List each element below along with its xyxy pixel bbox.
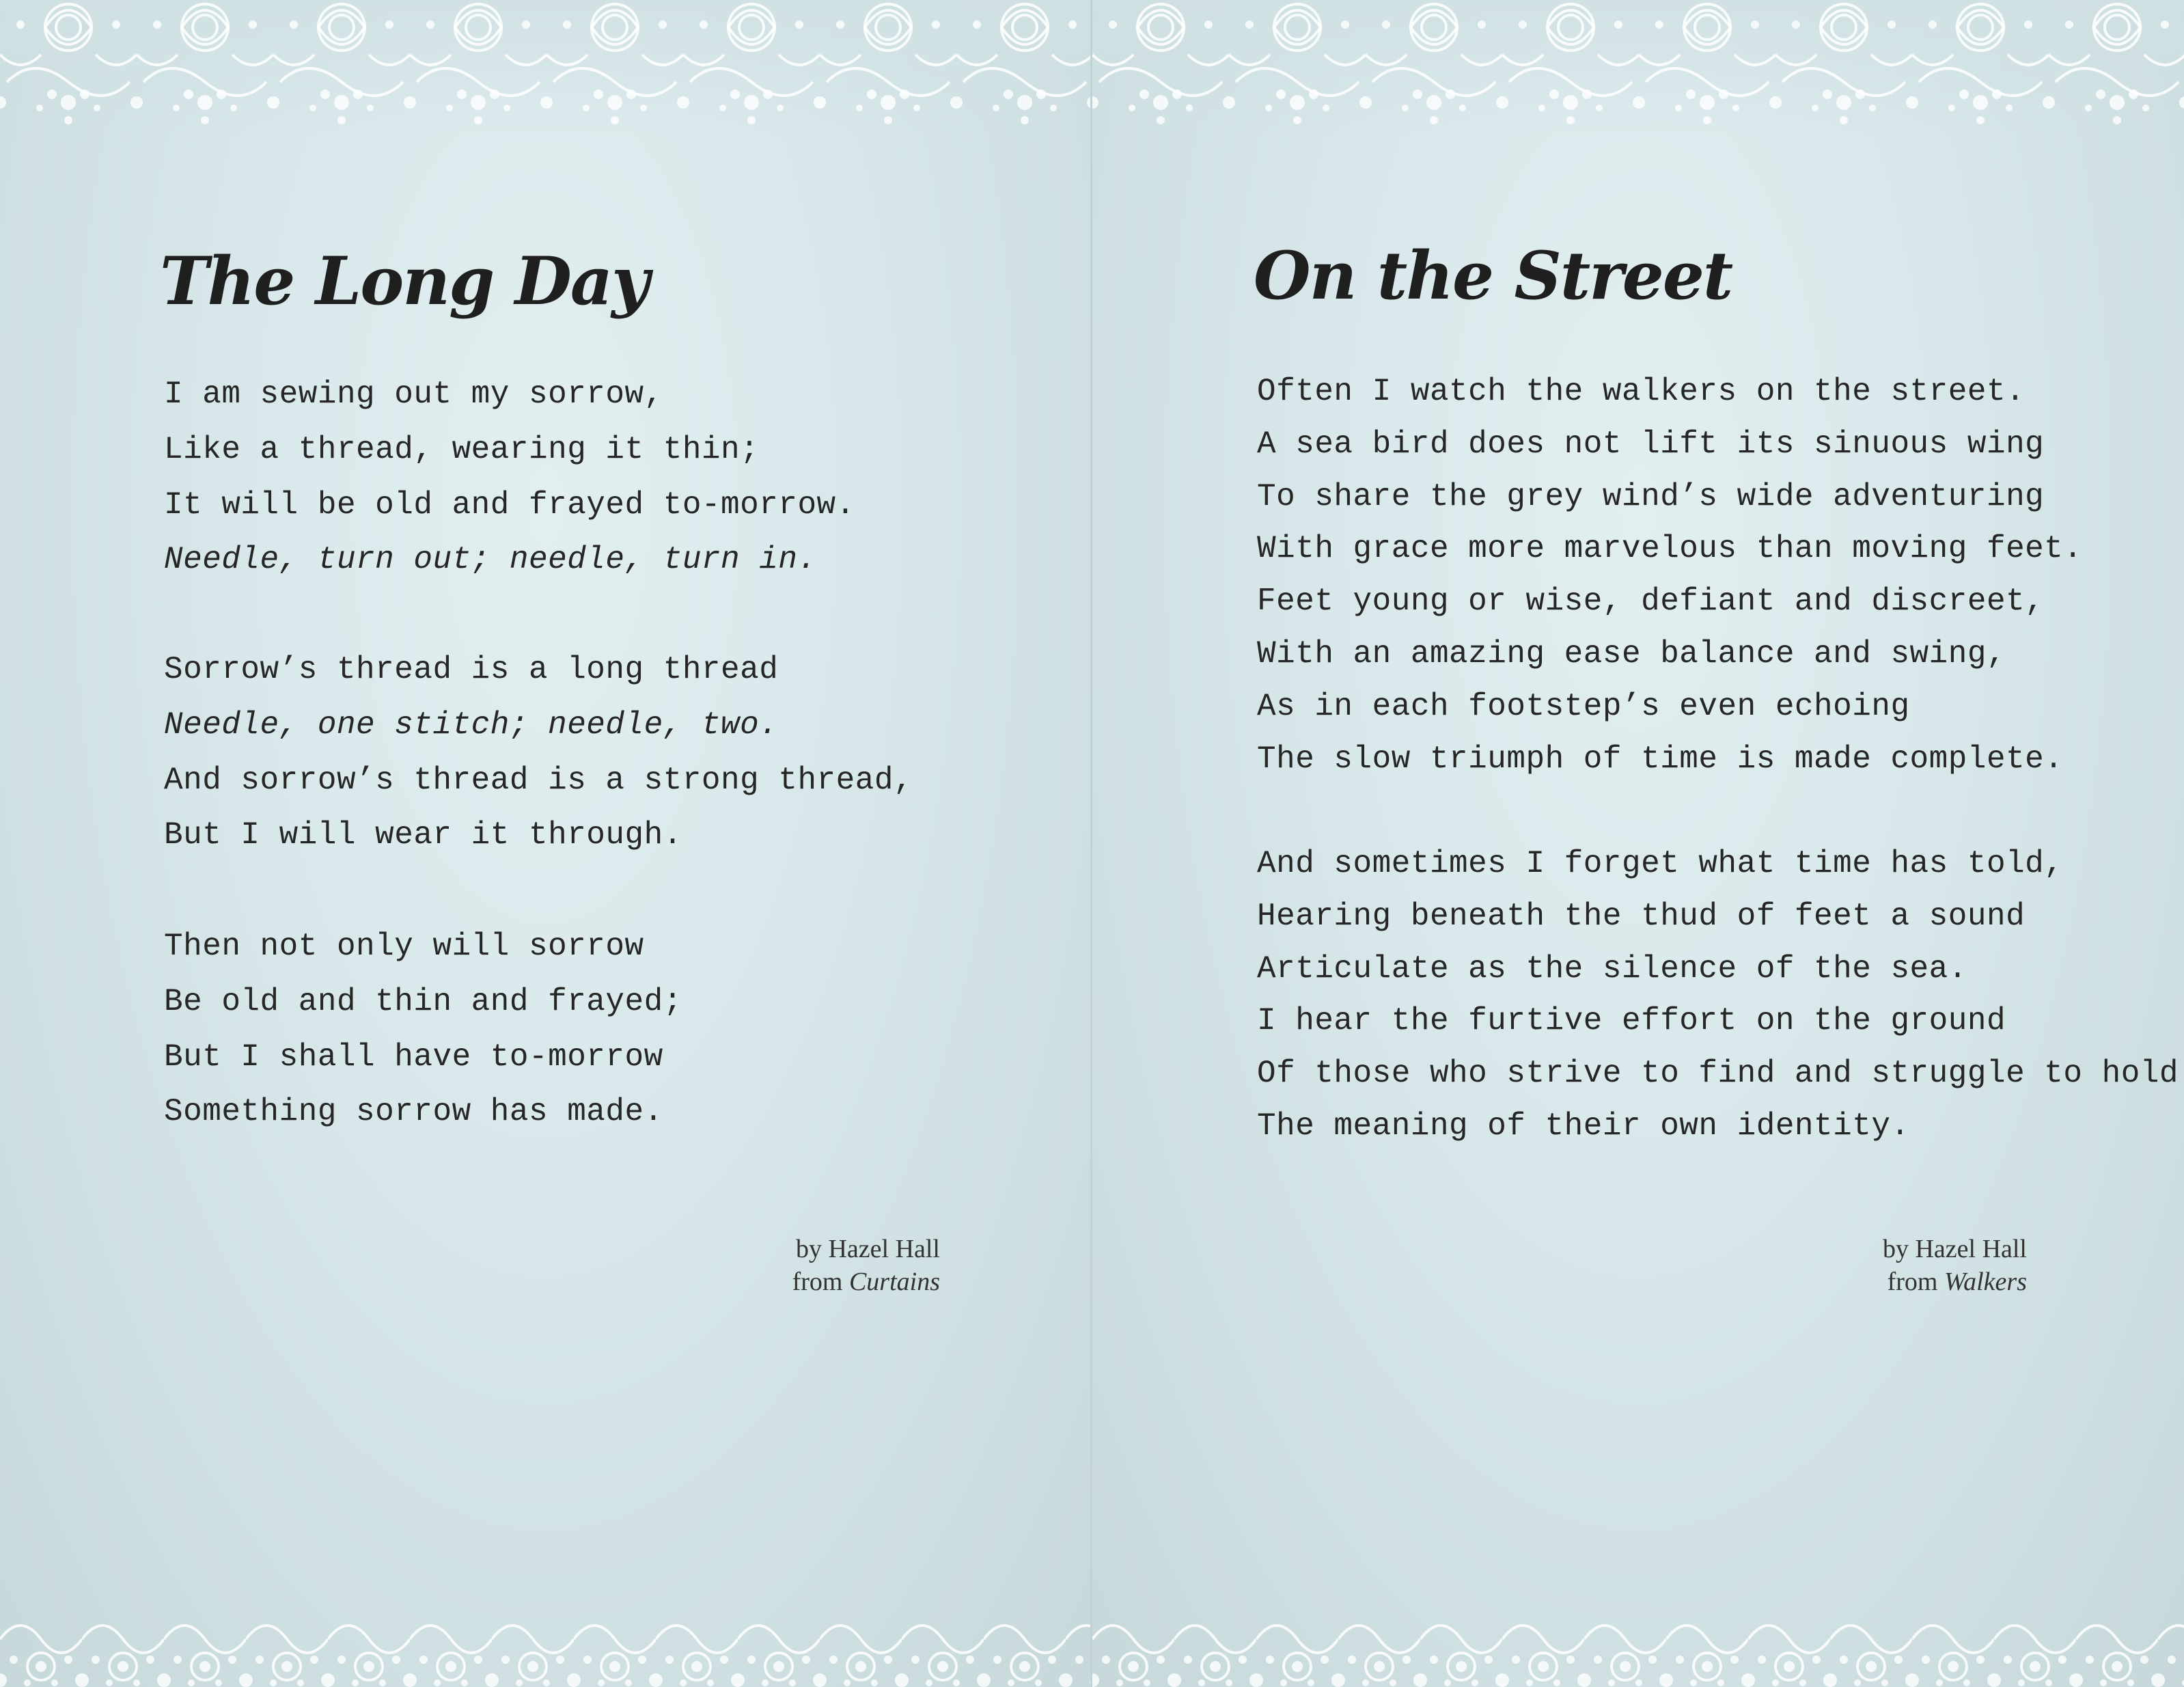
poem-line: Like a thread, wearing it thin;: [164, 431, 760, 467]
stanza-3: [164, 919, 682, 1140]
poem-line: Sorrow’s thread is a long thread: [164, 652, 779, 687]
poem-line: The slow triumph of time is made complete.: [1257, 741, 2064, 777]
poem-line: Something sorrow has made.: [164, 1094, 663, 1130]
poem-line: Hearing beneath the thud of feet a sound: [1257, 898, 2026, 934]
poem-line: Feet young or wise, defiant and discreet,: [1257, 584, 2045, 620]
stanza-2: [1257, 838, 2179, 1153]
poem-line: To share the grey wind’s wide adventuring: [1257, 478, 2045, 515]
lace-border-top-icon: [1092, 0, 2184, 137]
lace-border-top-icon: [0, 0, 1092, 137]
stanza-1: [1257, 366, 2083, 785]
poem-line: But I will wear it through.: [164, 817, 682, 853]
poem-line: Often I watch the walkers on the street.: [1257, 374, 2026, 409]
poem-line: I am sewing out my sorrow,: [164, 376, 663, 412]
right-page: [1092, 0, 2184, 1687]
poem-line: Of those who strive to find and struggle to hold: [1257, 1056, 2179, 1092]
source-prefix: from: [792, 1267, 849, 1296]
poem-line: The meaning of their own identity.: [1257, 1108, 1910, 1144]
poem-line: A sea bird does not lift its sinuous wing: [1257, 426, 2045, 462]
poem-title: On the Street: [1254, 237, 1732, 314]
poem-line: I hear the furtive effort on the ground: [1257, 1003, 2006, 1039]
author-line: by Hazel Hall: [795, 1235, 940, 1263]
poem-refrain-line: Needle, turn out; needle, turn in.: [164, 542, 817, 578]
author-line: by Hazel Hall: [1882, 1235, 2027, 1263]
lace-border-bottom-icon: [0, 1612, 1092, 1687]
poem-line: As in each footstep’s even echoing: [1257, 688, 1910, 724]
source-title: Walkers: [1944, 1267, 2027, 1296]
poem-line: Be old and thin and frayed;: [164, 983, 682, 1019]
attribution: [1883, 1233, 2027, 1298]
poem-title: The Long Day: [160, 243, 648, 320]
poem-line: Then not only will sorrow: [164, 929, 644, 964]
poem-line: And sorrow’s thread is a strong thread,: [164, 762, 913, 798]
stanza-2: [164, 642, 913, 863]
poem-line: Articulate as the silence of the sea.: [1257, 950, 1967, 987]
poem-line: With an amazing ease balance and swing,: [1257, 635, 2006, 672]
source-prefix: from: [1887, 1267, 1944, 1296]
source-title: Curtains: [848, 1267, 940, 1296]
poem-refrain-line: Needle, one stitch; needle, two.: [164, 707, 779, 743]
source-line: [792, 1265, 940, 1298]
attribution: [792, 1233, 940, 1298]
poem-line: It will be old and frayed to-morrow.: [164, 486, 855, 523]
poem-line: And sometimes I forget what time has told,: [1257, 846, 2064, 881]
source-line: [1883, 1265, 2027, 1298]
poem-line: But I shall have to-morrow: [164, 1039, 663, 1075]
poem-line: With grace more marvelous than moving feet.: [1257, 531, 2083, 567]
lace-border-bottom-icon: [1092, 1612, 2184, 1687]
stanza-1: [164, 367, 855, 588]
